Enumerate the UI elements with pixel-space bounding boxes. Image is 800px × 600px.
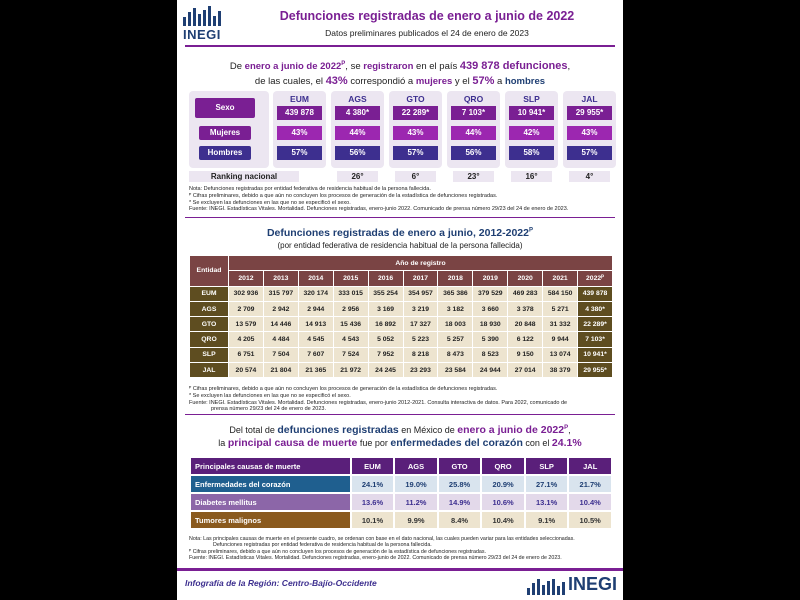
row-entity: EUM (190, 286, 229, 301)
table-cell: 320 174 (298, 286, 333, 301)
table-cell: 18 003 (438, 317, 473, 332)
table-cell: 27.1% (525, 475, 569, 493)
section2-title: Defunciones registradas de enero a junio, $2012-2022^P$ (266, 227, 534, 239)
entity-header: QRO (481, 457, 525, 475)
mujeres-percent: 42% (509, 126, 554, 140)
year-header: 2013 (263, 271, 298, 286)
hombres-percent: 58% (509, 146, 554, 160)
intro-text: De enero a junio de $2022^P$, se registraron en el país 439 878 defunciones, de las cuales, el 43% correspondió a mujeres y el 57% a hombres (229, 60, 571, 88)
hombres-percent: 56% (335, 146, 380, 160)
entity-header: EUM (290, 94, 309, 104)
divider-2 (185, 217, 615, 218)
sexo-label: Sexo (195, 98, 255, 118)
row-entity: JAL (190, 363, 229, 378)
causes-of-death-table (189, 456, 613, 530)
year-header: 2018 (438, 271, 473, 286)
table-row (190, 363, 613, 378)
total-deaths-value: 7 103* (451, 106, 496, 120)
table-row (190, 493, 612, 511)
table-cell: 5 223 (403, 332, 438, 347)
mujeres-label: Mujeres (199, 126, 251, 140)
table-cell: 333 015 (333, 286, 368, 301)
total-deaths-value: 439 878 (277, 106, 322, 120)
year-header: 2016 (368, 271, 403, 286)
table-cell: 4 545 (298, 332, 333, 347)
table-cell: 10.4% (568, 493, 612, 511)
entity-header: AGS (348, 94, 367, 104)
year-header: 2015 (333, 271, 368, 286)
entity-header: JAL (568, 457, 612, 475)
table-cell: 8 473 (438, 347, 473, 362)
mujeres-percent: 43% (393, 126, 438, 140)
row-entity: SLP (190, 347, 229, 362)
table-cell: 13 074 (543, 347, 578, 362)
hombres-percent: 57% (393, 146, 438, 160)
table-cell: 29 955* (578, 363, 613, 378)
footer-inegi-logo (527, 574, 617, 595)
table-cell: 6 122 (508, 332, 543, 347)
table-cell: 13.6% (351, 493, 395, 511)
page-subtitle: Datos preliminares publicados el 24 de enero de 2023 (325, 28, 529, 38)
mujeres-percent: 43% (277, 126, 322, 140)
entity-header: AGS (394, 457, 438, 475)
table-cell: 4 484 (263, 332, 298, 347)
table-cell: 27 014 (508, 363, 543, 378)
table-cell: 2 942 (263, 301, 298, 316)
table-cell: 2 956 (333, 301, 368, 316)
hombres-label: Hombres (199, 146, 251, 160)
notes-section-2: ᴾ Cifras preliminares, debido a que aún no concluyen los procesos de generación de la estadística de defunciones registradas. * Se excluyen las defunciones en las que no se especificó el sexo. Fuente: INEGI. Estadísticas Vitales. Mortalidad. Defunciones registradas, enero-junio 2012-2021. Consulta interactiva de datos. Para 2022, comunicado de prensa número 29/23 del 24 de enero de 2023. (189, 386, 568, 413)
table-cell: 439 878 (578, 286, 613, 301)
table-cell: 302 936 (229, 286, 264, 301)
divider-3 (185, 414, 615, 415)
table-cell: 21.7% (568, 475, 612, 493)
table-cell: 14.9% (438, 493, 482, 511)
table-cell: 20.9% (481, 475, 525, 493)
table-cell: 2 709 (229, 301, 264, 316)
section3-intro: Del total de defunciones registradas en México de enero a junio de $2022^P$, la principal causa de muerte fue por enfermedades del corazón con el 24.1% (218, 424, 582, 449)
table-cell: 7 607 (298, 347, 333, 362)
table-cell: 9 150 (508, 347, 543, 362)
table-cell: 3 182 (438, 301, 473, 316)
table-cell: 7 504 (263, 347, 298, 362)
ranking-value: 4° (569, 171, 610, 182)
ranking-label: Ranking nacional (189, 171, 299, 182)
table-cell: 4 543 (333, 332, 368, 347)
table-cell: 584 150 (543, 286, 578, 301)
table-cell: 20 574 (229, 363, 264, 378)
header-divider (185, 45, 615, 47)
table-cell: 14 913 (298, 317, 333, 332)
table-cell: 5 257 (438, 332, 473, 347)
table-cell: 7 952 (368, 347, 403, 362)
table-cell: 24 245 (368, 363, 403, 378)
table-row (190, 475, 612, 493)
hombres-percent: 56% (451, 146, 496, 160)
footer-region-text: Infografía de la Región: Centro-Bajío-Occidente (185, 578, 377, 588)
table-cell: 8.4% (438, 511, 482, 529)
total-deaths-value: 10 941* (509, 106, 554, 120)
notes-section-1: Nota: Defunciones registradas por entidad federativa de residencia habitual de la persona fallecida. ᴾ Cifras preliminares, debido a que aún no concluyen los procesos de generación de la estadística de defunciones registradas. * Se excluyen las defunciones en las que no se especificó el sexo. Fuente: INEGI. Estadísticas Vitales. Mortalidad. Defunciones registradas, enero-junio 2022. Comunicado de prensa número 29/23 del 24 de enero de 2023. (189, 186, 569, 213)
entity-header: JAL (581, 94, 598, 104)
table-cell: 38 379 (543, 363, 578, 378)
hombres-percent: 57% (567, 146, 612, 160)
entity-header: GTO (438, 457, 482, 475)
notes-section-3: Nota: Las principales causas de muerte en el presente cuadro, se ordenan con base en el dato nacional, las cuales pueden variar para las entidades seleccionadas. Defunciones registradas por entidad federativa de residencia habitual de la persona fallecida. ᴾ Cifras preliminares, debido a que aún no concluyen los procesos de generación de la estadística de defunciones registradas. Fuente: INEGI. Estadísticas Vitales. Mortalidad. Defunciones registradas, enero-junio de 2022. Comunicado de prensa número 29/23 del 24 de enero de 2023. (189, 536, 575, 562)
entity-header: SLP (523, 94, 540, 104)
total-deaths-value: 4 380* (335, 106, 380, 120)
col-entidad: Entidad (190, 256, 229, 287)
infographic-sheet (177, 0, 623, 600)
table-row (190, 347, 613, 362)
table-cell: 354 957 (403, 286, 438, 301)
table-cell: 31 332 (543, 317, 578, 332)
causes-header: Principales causas de muerte (190, 457, 351, 475)
table-cell: 16 892 (368, 317, 403, 332)
table-cell: 379 529 (473, 286, 508, 301)
cause-name: Tumores malignos (190, 511, 351, 529)
inegi-logo (183, 6, 223, 50)
cause-name: Enfermedades del corazón (190, 475, 351, 493)
table-cell: 13 579 (229, 317, 264, 332)
table-cell: 18 930 (473, 317, 508, 332)
table-cell: 17 327 (403, 317, 438, 332)
hombres-percent: 57% (277, 146, 322, 160)
table-cell: 3 660 (473, 301, 508, 316)
mujeres-percent: 44% (335, 126, 380, 140)
table-cell: 10 941* (578, 347, 613, 362)
entity-header: EUM (351, 457, 395, 475)
table-cell: 6 751 (229, 347, 264, 362)
cause-name: Diabetes mellitus (190, 493, 351, 511)
entity-header: GTO (406, 94, 425, 104)
table-cell: 7 103* (578, 332, 613, 347)
year-header: 2014 (298, 271, 333, 286)
ranking-value: 23° (453, 171, 494, 182)
col-group-year: Año de registro (229, 256, 613, 271)
row-entity: QRO (190, 332, 229, 347)
table-cell: 365 386 (438, 286, 473, 301)
year-header: 2022ᴾ (578, 271, 613, 286)
table-cell: 13.1% (525, 493, 569, 511)
table-cell: 10.6% (481, 493, 525, 511)
deaths-by-year-table (189, 255, 613, 378)
table-cell: 22 289* (578, 317, 613, 332)
mujeres-percent: 44% (451, 126, 496, 140)
page-title: Defunciones registradas de enero a junio de 2022 (279, 9, 575, 23)
row-entity: AGS (190, 301, 229, 316)
row-entity: GTO (190, 317, 229, 332)
table-cell: 5 052 (368, 332, 403, 347)
table-cell: 9 944 (543, 332, 578, 347)
table-cell: 9.9% (394, 511, 438, 529)
table-cell: 3 169 (368, 301, 403, 316)
footer-logo-text: INEGI (568, 574, 618, 594)
table-cell: 21 972 (333, 363, 368, 378)
logo-text: INEGI (183, 27, 221, 42)
table-cell: 15 436 (333, 317, 368, 332)
ranking-value: 16° (511, 171, 552, 182)
table-cell: 11.2% (394, 493, 438, 511)
mujeres-percent: 43% (567, 126, 612, 140)
table-row (190, 286, 613, 301)
table-cell: 23 293 (403, 363, 438, 378)
year-header: 2020 (508, 271, 543, 286)
table-cell: 14 446 (263, 317, 298, 332)
entity-header: SLP (525, 457, 569, 475)
year-header: 2017 (403, 271, 438, 286)
table-cell: 24.1% (351, 475, 395, 493)
table-cell: 315 797 (263, 286, 298, 301)
year-header: 2012 (229, 271, 264, 286)
table-cell: 469 283 (508, 286, 543, 301)
table-row (190, 301, 613, 316)
ranking-value: 6° (395, 171, 436, 182)
table-cell: 21 365 (298, 363, 333, 378)
table-row (190, 332, 613, 347)
total-deaths-value: 29 955* (567, 106, 612, 120)
year-header: 2019 (473, 271, 508, 286)
table-cell: 8 218 (403, 347, 438, 362)
table-cell: 9.1% (525, 511, 569, 529)
table-cell: 4 380* (578, 301, 613, 316)
section2-subtitle: (por entidad federativa de residencia habitual de la persona fallecida) (277, 241, 523, 250)
table-cell: 7 524 (333, 347, 368, 362)
table-cell: 20 848 (508, 317, 543, 332)
table-cell: 10.4% (481, 511, 525, 529)
table-cell: 5 390 (473, 332, 508, 347)
entity-header: QRO (463, 94, 484, 104)
table-row (190, 511, 612, 529)
table-cell: 2 944 (298, 301, 333, 316)
table-cell: 19.0% (394, 475, 438, 493)
table-row (190, 317, 613, 332)
table-cell: 23 584 (438, 363, 473, 378)
table-cell: 24 944 (473, 363, 508, 378)
year-header: 2021 (543, 271, 578, 286)
total-deaths-value: 22 289* (393, 106, 438, 120)
table-cell: 5 271 (543, 301, 578, 316)
table-cell: 355 254 (368, 286, 403, 301)
ranking-value: 26° (337, 171, 378, 182)
table-cell: 8 523 (473, 347, 508, 362)
table-cell: 4 205 (229, 332, 264, 347)
table-cell: 10.5% (568, 511, 612, 529)
table-cell: 3 378 (508, 301, 543, 316)
table-cell: 21 804 (263, 363, 298, 378)
footer-divider (177, 568, 623, 571)
table-cell: 10.1% (351, 511, 395, 529)
table-cell: 3 219 (403, 301, 438, 316)
table-cell: 25.8% (438, 475, 482, 493)
